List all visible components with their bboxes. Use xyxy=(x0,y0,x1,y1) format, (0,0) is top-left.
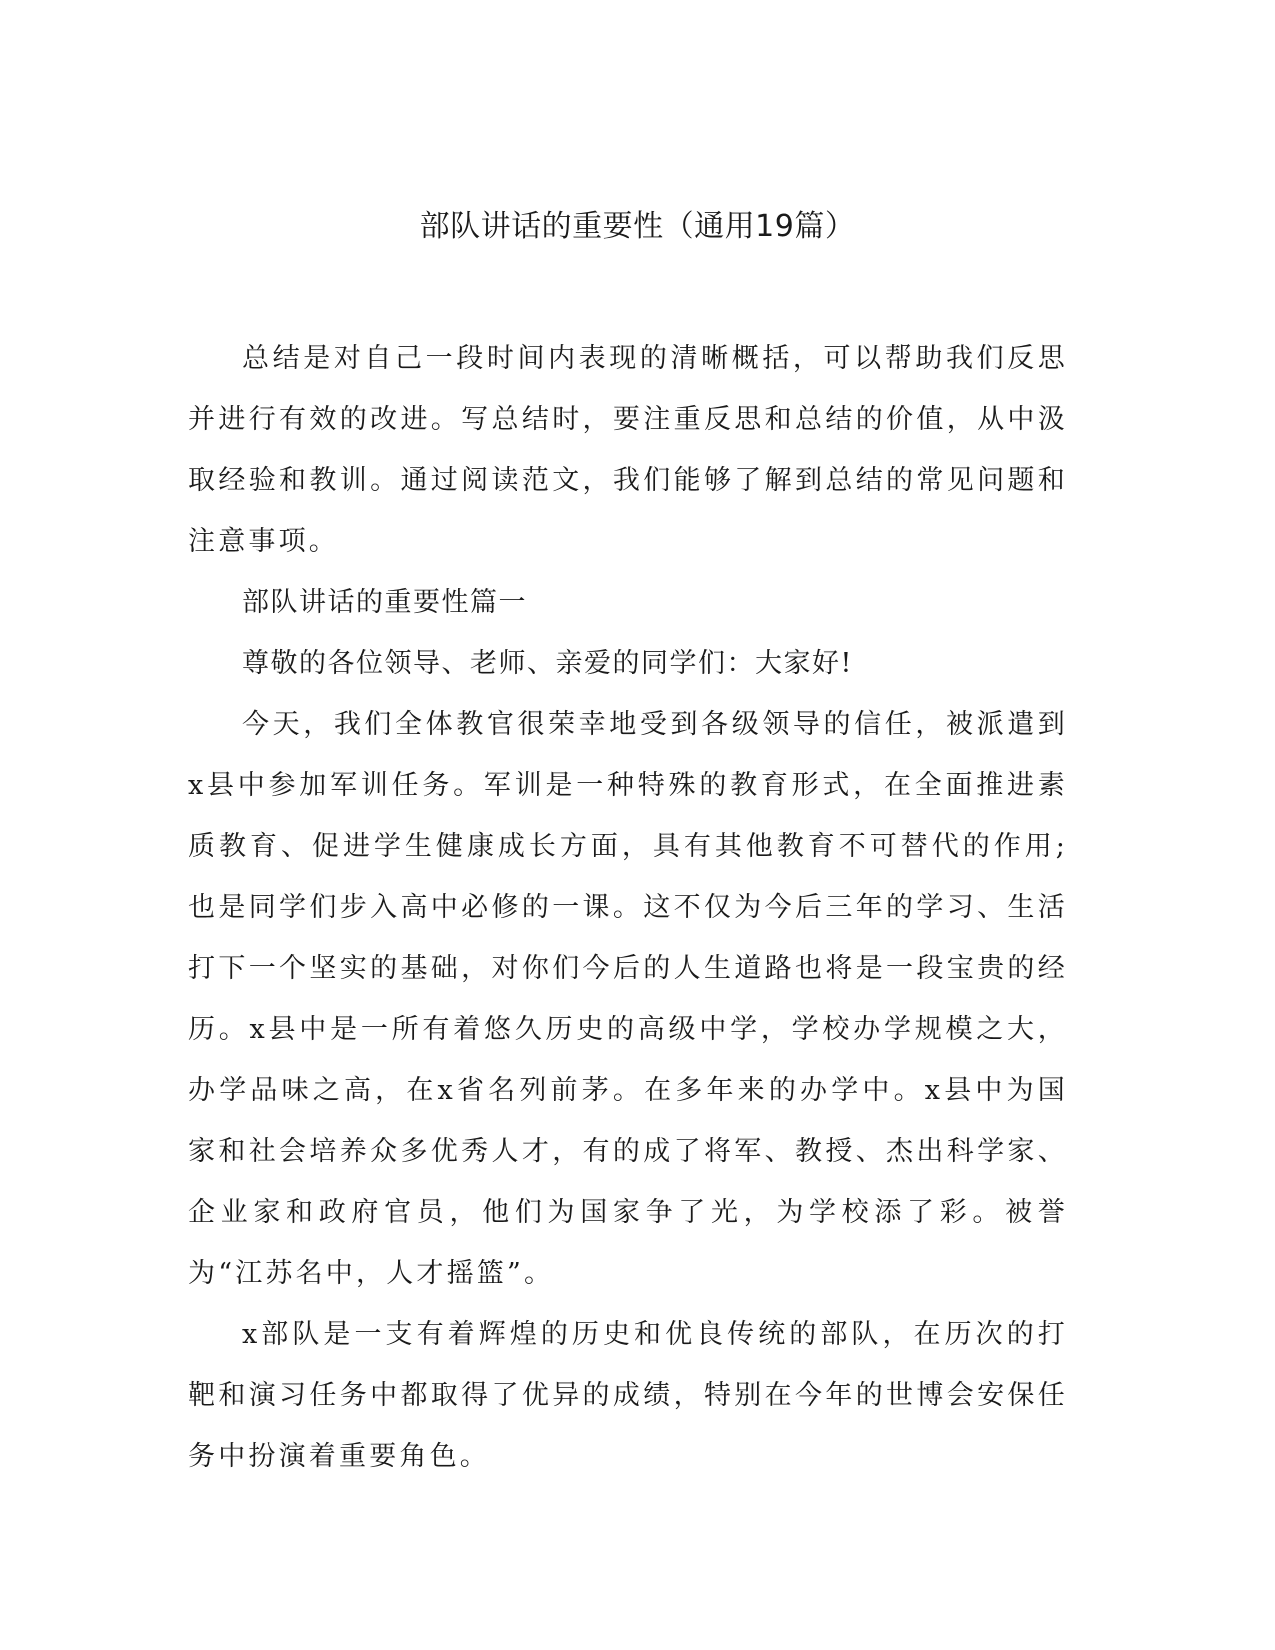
document-title: 部队讲话的重要性（通用19篇） xyxy=(419,209,856,244)
body-paragraph: 今天，我们全体教官很荣幸地受到各级领导的信任，被派遣到x县中参加军训任务。军训是一种特殊的教育形式，在全面推进素质教育、促进学生健康成长方面，具有其他教育不可替代的作用;也是同学们步入高中必修的一课。这不仅为今后三年的学习、生活打下一个坚实的基础，对你们今后的人生道路也将是一段宝贵的经历。x县中是一所有着悠久历史的高级中学，学校办学规模之大，办学品味之高，在x省名列前茅。在多年来的办学中。x县中为国家和社会培养众多优秀人才，有的成了将军、教授、杰出科学家、企业家和政府官员，他们为国家争了光，为学校添了彩。被誉为“江苏名中，人才摇篮”。 xyxy=(188,709,1068,1289)
document-body xyxy=(188,328,1068,1487)
body-paragraph: x部队是一支有着辉煌的历史和优良传统的部队，在历次的打靶和演习任务中都取得了优异的成绩，特别在今年的世博会安保任务中扮演着重要角色。 xyxy=(188,1319,1068,1472)
section-heading: 部队讲话的重要性篇一 xyxy=(242,587,527,618)
greeting-paragraph: 尊敬的各位领导、老师、亲爱的同学们：大家好! xyxy=(242,648,853,679)
intro-paragraph: 总结是对自己一段时间内表现的清晰概括，可以帮助我们反思并进行有效的改进。写总结时，要注重反思和总结的价值，从中汲取经验和教训。通过阅读范文，我们能够了解到总结的常见问题和注意事项。 xyxy=(188,343,1068,557)
